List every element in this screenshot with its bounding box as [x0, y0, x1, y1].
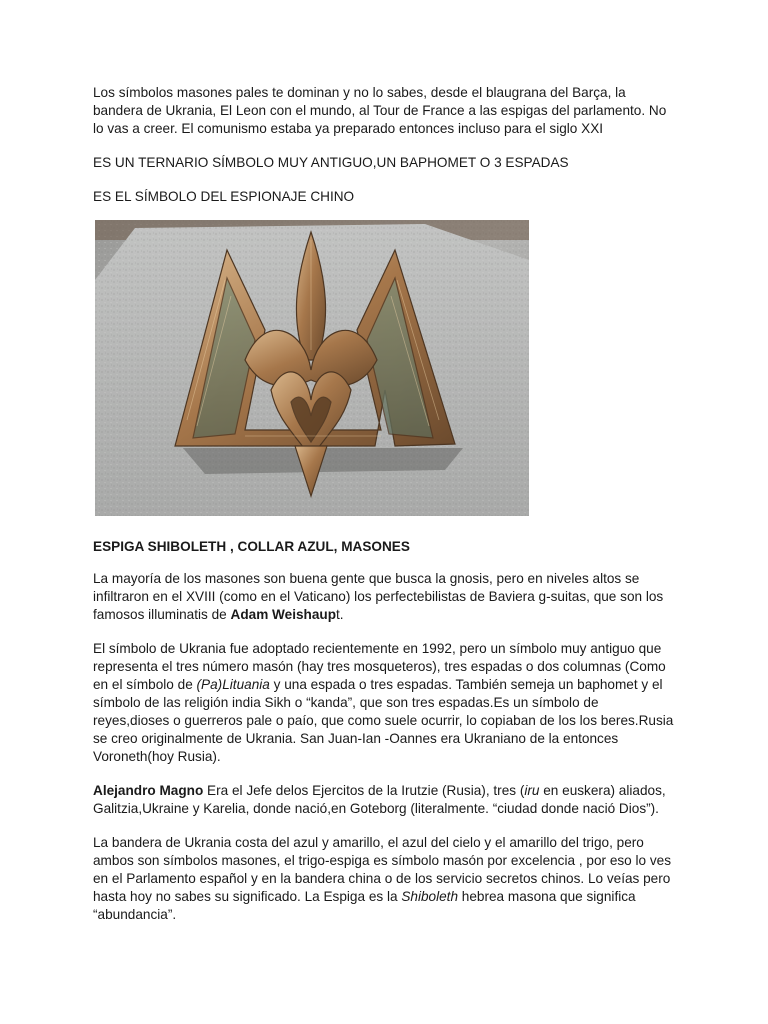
ukraine-symbol-text-end: y una espada o tres espadas. También semeja un baphomet y el símbolo de las religión india Sikh o “kanda”, que son tres espadas.Es un símbolo de reyes,dioses o guerreros pale o paío, que como suele ocurrir, lo copiaban de los los beres.Rusia se creo originalmente de Ukrania. San Juan-Ian -Oannes era Ukraniano de la entonces Voroneth(hoy Rusia).	[93, 677, 674, 764]
masons-text: La mayoría de los masones son buena gente que busca la gnosis, pero en niveles altos se infiltraron en el XVIII (como en el Vaticano) los perfectebilistas de Baviera g-suitas, que son los famosos illuminatis de	[93, 571, 664, 622]
masons-text-end: t.	[336, 607, 344, 622]
flag-text-end: hebrea masona que significa “abundancia”.	[93, 889, 636, 922]
ukraine-symbol-text: El símbolo de Ukrania fue adoptado recientemente en 1992, pero un símbolo muy antiguo que representa el tres número masón (hay tres mosqueteros), tres espadas o dos columnas (Como en el símbolo de	[93, 641, 666, 692]
weishaupt-name: Adam Weishaup	[230, 607, 337, 622]
document-page	[93, 84, 678, 940]
alejandro-paragraph	[93, 782, 678, 818]
alejandro-text: Era el Jefe delos Ejercitos de la Irutzie (Rusia), tres (	[203, 783, 525, 798]
trident-relief-image	[95, 220, 529, 516]
section-heading: ESPIGA SHIBOLETH , COLLAR AZUL, MASONES	[93, 539, 410, 554]
ukraine-symbol-paragraph	[93, 640, 678, 766]
lituania-italic: (Pa)Lituania	[196, 677, 270, 692]
shiboleth-italic: Shiboleth	[401, 889, 459, 904]
flag-text: La bandera de Ukrania costa del azul y amarillo, el azul del cielo y el amarillo del trigo, pero ambos son símbolos masones, el trigo-espiga es símbolo masón por excelencia , por eso lo ves en el Parlamento español y en la bandera china o de los servicio secretos chinos. Lo veías pero hasta hoy no sabes su significado. La Espiga es la	[93, 835, 672, 904]
masons-paragraph	[93, 570, 678, 624]
chinese-espionage-line: ES EL SÍMBOLO DEL ESPIONAJE CHINO	[93, 189, 355, 204]
intro-paragraph: Los símbolos masones pales te dominan y no lo sabes, desde el blaugrana del Barça, la bandera de Ukrania, El Leon con el mundo, al Tour de France a las espigas del parlamento. No lo vas a creer. El comunismo estaba ya preparado entonces incluso para el siglo XXI	[93, 85, 667, 136]
flag-paragraph	[93, 834, 678, 924]
alejandro-magno-name: Alejandro Magno	[93, 783, 204, 798]
ternary-symbol-line: ES UN TERNARIO SÍMBOLO MUY ANTIGUO,UN BAPHOMET O 3 ESPADAS	[93, 155, 569, 170]
alejandro-text-end: en euskera) aliados, Galitzia,Ukraine y Karelia, donde nació,en Goteborg (literalmente. “ciudad donde nació Dios”).	[93, 783, 666, 816]
iru-italic: iru	[524, 783, 540, 798]
